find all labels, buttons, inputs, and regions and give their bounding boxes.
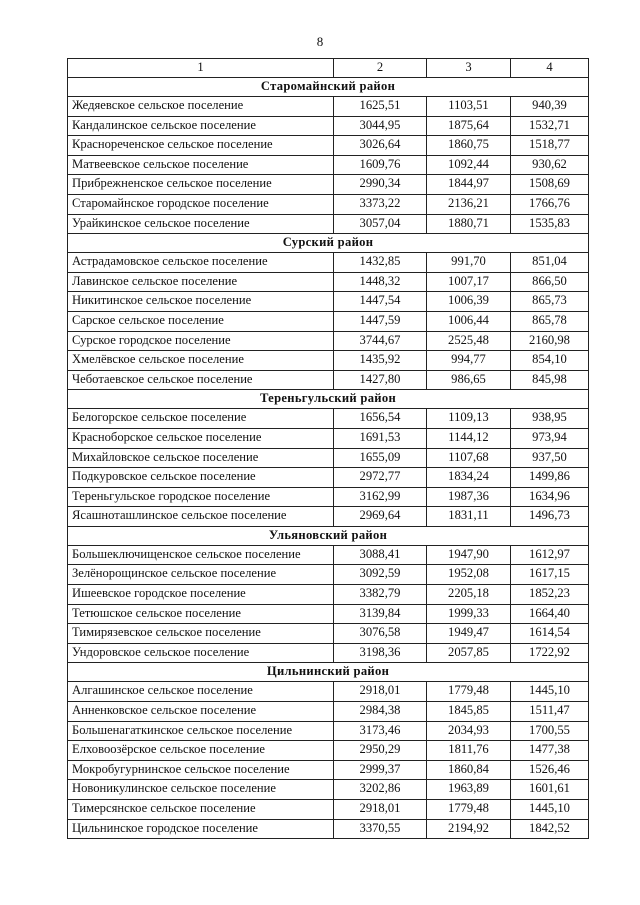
value-col-2: 1447,54 xyxy=(334,292,427,312)
value-col-2: 3382,79 xyxy=(334,585,427,605)
settlement-name: Тереньгульское городское поселение xyxy=(68,487,334,507)
settlement-name: Тимерсянское сельское поселение xyxy=(68,800,334,820)
value-col-2: 3173,46 xyxy=(334,721,427,741)
value-col-3: 2194,92 xyxy=(427,819,511,839)
value-col-2: 3202,86 xyxy=(334,780,427,800)
value-col-2: 3139,84 xyxy=(334,604,427,624)
value-col-4: 865,73 xyxy=(511,292,589,312)
header-col-2: 2 xyxy=(334,59,427,78)
value-col-2: 2972,77 xyxy=(334,468,427,488)
value-col-3: 2525,48 xyxy=(427,331,511,351)
value-col-3: 1107,68 xyxy=(427,448,511,468)
value-col-4: 940,39 xyxy=(511,97,589,117)
value-col-4: 1445,10 xyxy=(511,800,589,820)
settlement-name: Ишеевское городское поселение xyxy=(68,585,334,605)
value-col-4: 1617,15 xyxy=(511,565,589,585)
value-col-4: 937,50 xyxy=(511,448,589,468)
value-col-3: 1845,85 xyxy=(427,702,511,722)
value-col-4: 854,10 xyxy=(511,351,589,371)
value-col-4: 865,78 xyxy=(511,311,589,331)
value-col-2: 2918,01 xyxy=(334,800,427,820)
value-col-3: 1006,44 xyxy=(427,311,511,331)
settlement-name: Лавинское сельское поселение xyxy=(68,272,334,292)
header-col-1: 1 xyxy=(68,59,334,78)
settlement-name: Мокробугурнинское сельское поселение xyxy=(68,760,334,780)
value-col-2: 1691,53 xyxy=(334,428,427,448)
value-col-4: 1700,55 xyxy=(511,721,589,741)
value-col-3: 1844,97 xyxy=(427,175,511,195)
settlement-name: Большеключищенское сельское поселение xyxy=(68,545,334,565)
value-col-2: 1427,80 xyxy=(334,370,427,390)
table-row xyxy=(68,702,589,722)
header-row xyxy=(68,59,589,78)
page-number: 8 xyxy=(316,34,324,49)
table-row xyxy=(68,292,589,312)
settlement-name: Большенагаткинское сельское поселение xyxy=(68,721,334,741)
settlement-name: Зелёнорощинское сельское поселение xyxy=(68,565,334,585)
value-col-3: 1947,90 xyxy=(427,545,511,565)
settlement-name: Подкуровское сельское поселение xyxy=(68,468,334,488)
value-col-3: 1109,13 xyxy=(427,409,511,429)
district-row xyxy=(68,526,589,545)
value-col-2: 2984,38 xyxy=(334,702,427,722)
value-col-4: 1614,54 xyxy=(511,624,589,644)
table-row xyxy=(68,545,589,565)
table-row xyxy=(68,760,589,780)
value-col-4: 851,04 xyxy=(511,253,589,273)
value-col-3: 1860,75 xyxy=(427,136,511,156)
value-col-3: 1811,76 xyxy=(427,741,511,761)
table-row xyxy=(68,331,589,351)
value-col-2: 2950,29 xyxy=(334,741,427,761)
value-col-4: 1445,10 xyxy=(511,682,589,702)
settlement-name: Красноборское сельское поселение xyxy=(68,428,334,448)
value-col-3: 1144,12 xyxy=(427,428,511,448)
value-col-4: 1722,92 xyxy=(511,643,589,663)
settlement-name: Белогорское сельское поселение xyxy=(68,409,334,429)
settlement-name: Прибрежненское сельское поселение xyxy=(68,175,334,195)
value-col-4: 1508,69 xyxy=(511,175,589,195)
value-col-3: 1952,08 xyxy=(427,565,511,585)
table-row xyxy=(68,741,589,761)
table-row xyxy=(68,351,589,371)
value-col-3: 1006,39 xyxy=(427,292,511,312)
district-title: Цильнинский район xyxy=(68,663,589,682)
value-col-4: 2160,98 xyxy=(511,331,589,351)
value-col-2: 3057,04 xyxy=(334,214,427,234)
value-col-3: 2057,85 xyxy=(427,643,511,663)
table-row xyxy=(68,155,589,175)
settlement-table xyxy=(67,58,589,839)
value-col-3: 1779,48 xyxy=(427,682,511,702)
value-col-2: 1625,51 xyxy=(334,97,427,117)
value-col-3: 2034,93 xyxy=(427,721,511,741)
value-col-4: 1496,73 xyxy=(511,507,589,527)
district-row xyxy=(68,390,589,409)
settlement-name: Михайловское сельское поселение xyxy=(68,448,334,468)
value-col-3: 986,65 xyxy=(427,370,511,390)
value-col-4: 973,94 xyxy=(511,428,589,448)
value-col-2: 1609,76 xyxy=(334,155,427,175)
table-row xyxy=(68,116,589,136)
table-row xyxy=(68,487,589,507)
value-col-2: 3162,99 xyxy=(334,487,427,507)
district-row xyxy=(68,234,589,253)
value-col-3: 1103,51 xyxy=(427,97,511,117)
table-row xyxy=(68,585,589,605)
settlement-name: Цильнинское городское поселение xyxy=(68,819,334,839)
value-col-3: 1860,84 xyxy=(427,760,511,780)
value-col-3: 1963,89 xyxy=(427,780,511,800)
value-col-3: 994,77 xyxy=(427,351,511,371)
value-col-2: 3373,22 xyxy=(334,194,427,214)
value-col-3: 1875,64 xyxy=(427,116,511,136)
table-body xyxy=(68,59,589,839)
header-col-4: 4 xyxy=(511,59,589,78)
value-col-4: 845,98 xyxy=(511,370,589,390)
district-title: Ульяновский район xyxy=(68,526,589,545)
value-col-2: 3092,59 xyxy=(334,565,427,585)
value-col-3: 1831,11 xyxy=(427,507,511,527)
settlement-name: Анненковское сельское поселение xyxy=(68,702,334,722)
value-col-2: 1432,85 xyxy=(334,253,427,273)
value-col-4: 1842,52 xyxy=(511,819,589,839)
value-col-2: 2990,34 xyxy=(334,175,427,195)
district-title: Старомайнский район xyxy=(68,78,589,97)
value-col-4: 1511,47 xyxy=(511,702,589,722)
value-col-2: 2969,64 xyxy=(334,507,427,527)
value-col-3: 991,70 xyxy=(427,253,511,273)
value-col-4: 1518,77 xyxy=(511,136,589,156)
settlement-name: Хмелёвское сельское поселение xyxy=(68,351,334,371)
settlement-name: Никитинское сельское поселение xyxy=(68,292,334,312)
value-col-2: 2918,01 xyxy=(334,682,427,702)
value-col-4: 1499,86 xyxy=(511,468,589,488)
table-row xyxy=(68,604,589,624)
value-col-4: 1852,23 xyxy=(511,585,589,605)
header-col-3: 3 xyxy=(427,59,511,78)
settlement-name: Астрадамовское сельское поселение xyxy=(68,253,334,273)
value-col-3: 1880,71 xyxy=(427,214,511,234)
settlement-name: Тимирязевское сельское поселение xyxy=(68,624,334,644)
settlement-name: Сурское городское поселение xyxy=(68,331,334,351)
value-col-2: 3044,95 xyxy=(334,116,427,136)
value-col-3: 1007,17 xyxy=(427,272,511,292)
settlement-name: Ясашноташлинское сельское поселение xyxy=(68,507,334,527)
table-row xyxy=(68,136,589,156)
value-col-2: 1656,54 xyxy=(334,409,427,429)
value-col-4: 1634,96 xyxy=(511,487,589,507)
district-title: Сурский район xyxy=(68,234,589,253)
settlement-name: Елховоозёрское сельское поселение xyxy=(68,741,334,761)
value-col-4: 938,95 xyxy=(511,409,589,429)
table-row xyxy=(68,800,589,820)
settlement-name: Ундоровское сельское поселение xyxy=(68,643,334,663)
table-row xyxy=(68,643,589,663)
district-row xyxy=(68,663,589,682)
value-col-2: 1448,32 xyxy=(334,272,427,292)
settlement-name: Старомайнское городское поселение xyxy=(68,194,334,214)
table-row xyxy=(68,624,589,644)
value-col-4: 1766,76 xyxy=(511,194,589,214)
value-col-4: 866,50 xyxy=(511,272,589,292)
value-col-2: 3026,64 xyxy=(334,136,427,156)
settlement-table-container xyxy=(67,58,588,839)
table-row xyxy=(68,175,589,195)
value-col-3: 1092,44 xyxy=(427,155,511,175)
value-col-4: 1477,38 xyxy=(511,741,589,761)
value-col-4: 1664,40 xyxy=(511,604,589,624)
value-col-2: 1655,09 xyxy=(334,448,427,468)
settlement-name: Чеботаевское сельское поселение xyxy=(68,370,334,390)
value-col-2: 3370,55 xyxy=(334,819,427,839)
district-row xyxy=(68,78,589,97)
value-col-2: 1447,59 xyxy=(334,311,427,331)
value-col-2: 3198,36 xyxy=(334,643,427,663)
value-col-4: 930,62 xyxy=(511,155,589,175)
table-row xyxy=(68,565,589,585)
table-row xyxy=(68,819,589,839)
value-col-2: 3088,41 xyxy=(334,545,427,565)
settlement-name: Сарское сельское поселение xyxy=(68,311,334,331)
value-col-2: 3076,58 xyxy=(334,624,427,644)
value-col-3: 1987,36 xyxy=(427,487,511,507)
settlement-name: Алгашинское сельское поселение xyxy=(68,682,334,702)
district-title: Тереньгульский район xyxy=(68,390,589,409)
value-col-4: 1601,61 xyxy=(511,780,589,800)
settlement-name: Урайкинское сельское поселение xyxy=(68,214,334,234)
settlement-name: Кандалинское сельское поселение xyxy=(68,116,334,136)
table-row xyxy=(68,409,589,429)
value-col-4: 1535,83 xyxy=(511,214,589,234)
settlement-name: Новоникулинское сельское поселение xyxy=(68,780,334,800)
settlement-name: Матвеевское сельское поселение xyxy=(68,155,334,175)
value-col-3: 2136,21 xyxy=(427,194,511,214)
table-row xyxy=(68,507,589,527)
value-col-3: 2205,18 xyxy=(427,585,511,605)
settlement-name: Тетюшское сельское поселение xyxy=(68,604,334,624)
value-col-3: 1779,48 xyxy=(427,800,511,820)
value-col-4: 1612,97 xyxy=(511,545,589,565)
value-col-4: 1532,71 xyxy=(511,116,589,136)
value-col-3: 1999,33 xyxy=(427,604,511,624)
table-row xyxy=(68,370,589,390)
table-row xyxy=(68,311,589,331)
settlement-name: Краснореченское сельское поселение xyxy=(68,136,334,156)
table-row xyxy=(68,468,589,488)
value-col-2: 1435,92 xyxy=(334,351,427,371)
table-row xyxy=(68,780,589,800)
table-row xyxy=(68,97,589,117)
value-col-3: 1949,47 xyxy=(427,624,511,644)
value-col-3: 1834,24 xyxy=(427,468,511,488)
table-row xyxy=(68,428,589,448)
table-row xyxy=(68,448,589,468)
settlement-name: Жедяевское сельское поселение xyxy=(68,97,334,117)
table-row xyxy=(68,721,589,741)
table-row xyxy=(68,253,589,273)
value-col-2: 2999,37 xyxy=(334,760,427,780)
table-row xyxy=(68,272,589,292)
table-row xyxy=(68,214,589,234)
table-row xyxy=(68,194,589,214)
value-col-4: 1526,46 xyxy=(511,760,589,780)
value-col-2: 3744,67 xyxy=(334,331,427,351)
table-row xyxy=(68,682,589,702)
